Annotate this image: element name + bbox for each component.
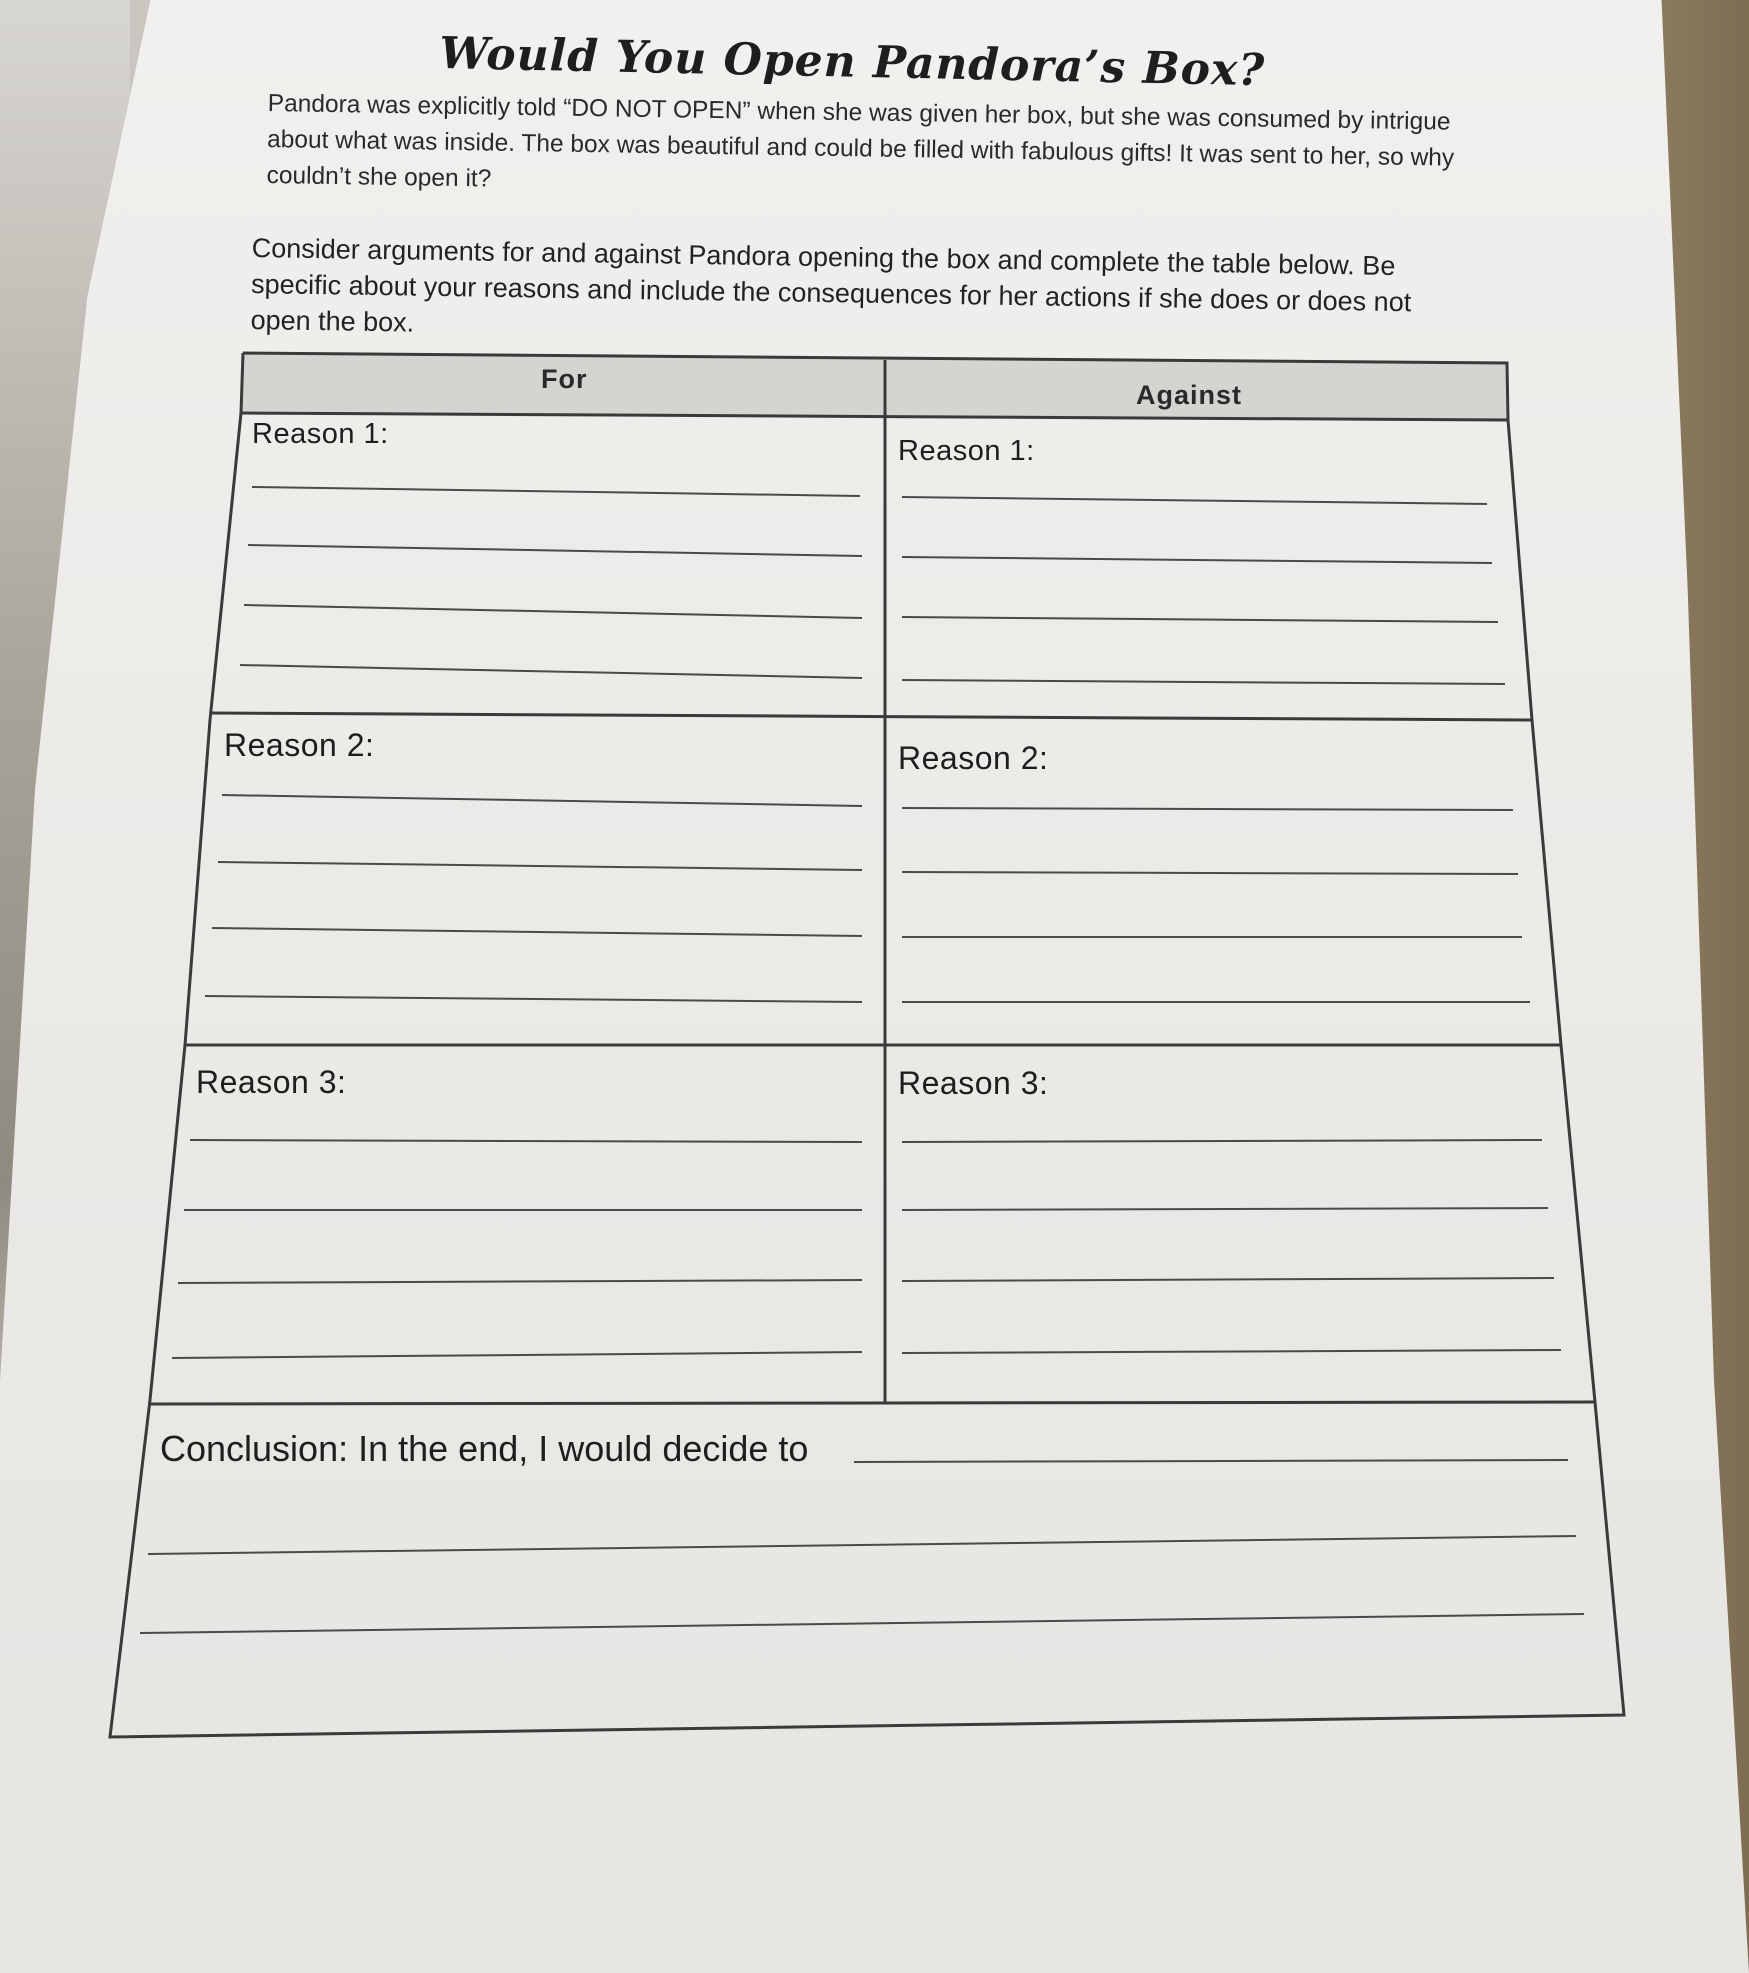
for-column-header: For xyxy=(541,364,588,394)
intro-paragraph: Pandora was explicitly told “DO NOT OPEN” when she was given her box, but she was consumed by intrigue about what was inside. The box was beautiful and could be filled with fabulous gifts! It was sent to her, so why couldn’t she open it? xyxy=(266,89,1455,193)
worksheet-title: Would You Open Pandora’s Box? xyxy=(438,28,1266,97)
for-reason-3-label: Reason 3: xyxy=(196,1064,347,1100)
reason3-divider xyxy=(150,1402,1595,1404)
against-reason-1-label: Reason 1: xyxy=(898,435,1035,467)
reason1-divider xyxy=(210,713,1532,720)
for-reason-1-label: Reason 1: xyxy=(252,418,389,450)
against-writing-lines xyxy=(902,497,1561,1353)
against-reason-3-label: Reason 3: xyxy=(898,1065,1049,1101)
for-reason-2-label: Reason 2: xyxy=(224,727,375,763)
conclusion-label: Conclusion: In the end, I would decide to xyxy=(160,1428,809,1469)
against-reason-2-label: Reason 2: xyxy=(898,740,1049,776)
against-column-header: Against xyxy=(1136,380,1243,410)
table-header-fill xyxy=(241,353,1507,420)
for-writing-lines xyxy=(172,487,862,1358)
instructions-paragraph: Consider arguments for and against Pandora opening the box and complete the table below. Be specific about your reasons and include the consequences for her actions if she does or does not open the box. xyxy=(250,232,1412,338)
conclusion-writing-lines xyxy=(140,1460,1584,1633)
